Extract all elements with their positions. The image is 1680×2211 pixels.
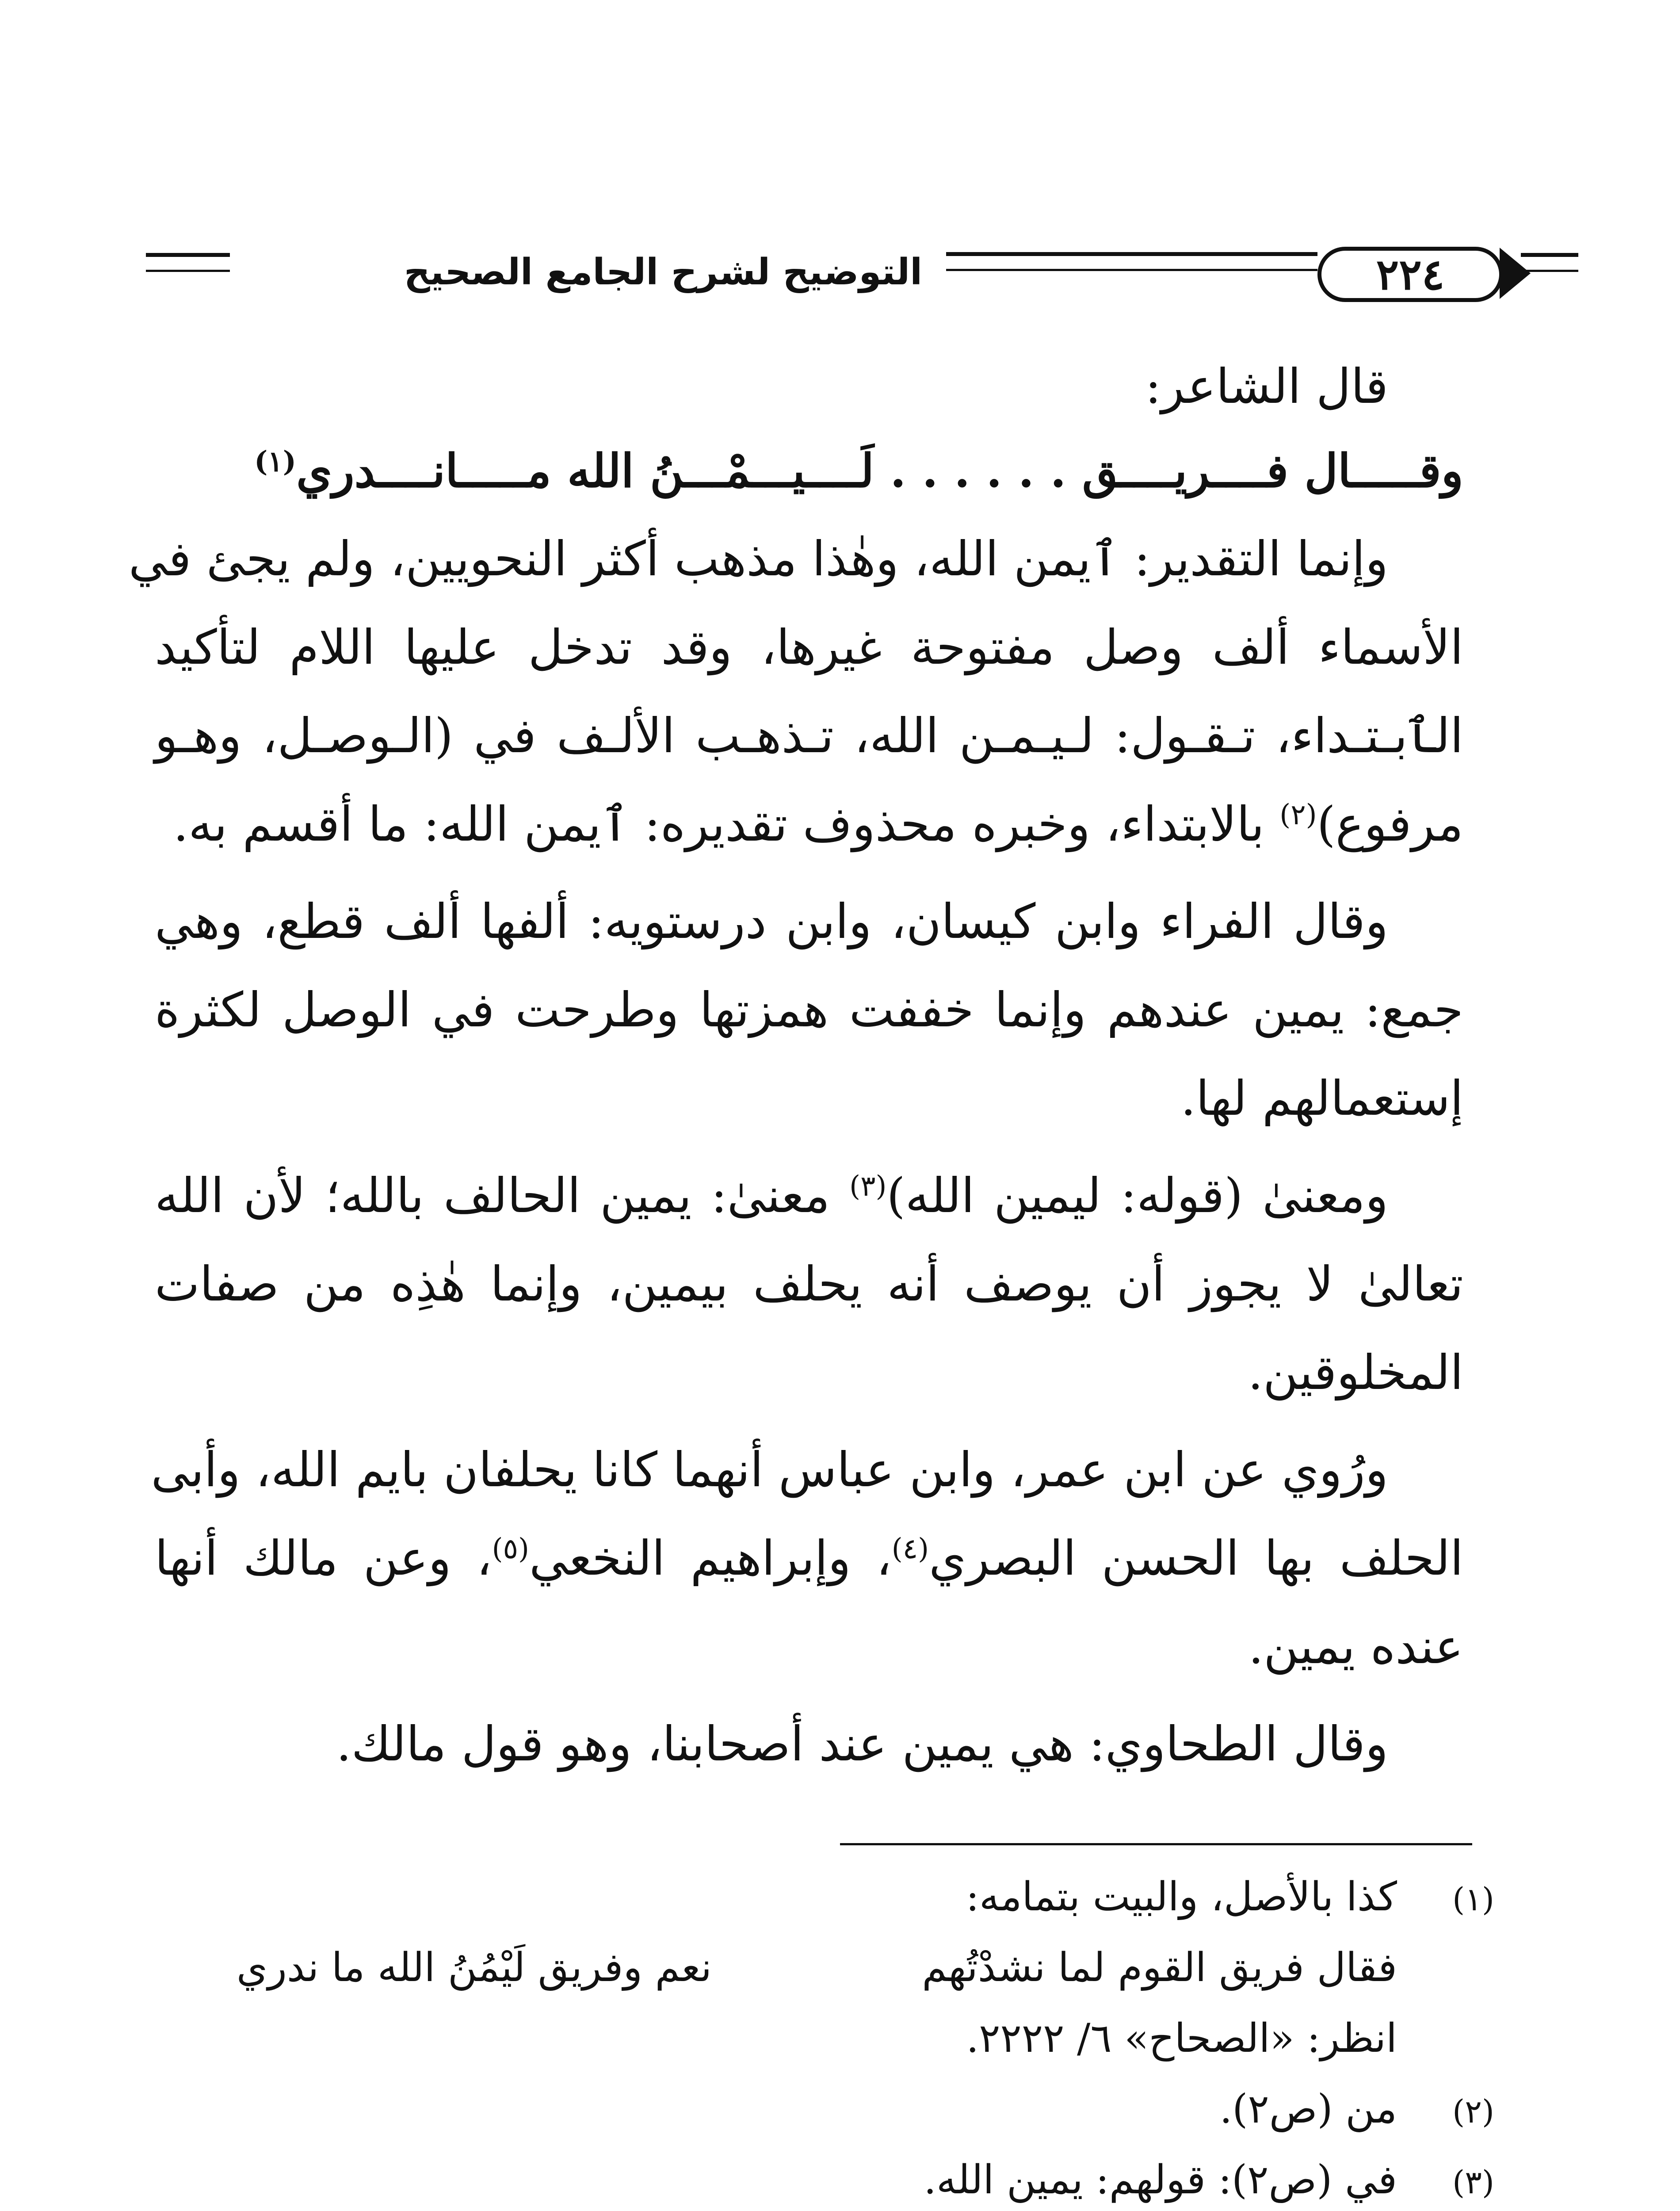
footnote-separator xyxy=(840,1843,1472,1845)
header-rule-right-bottom xyxy=(1521,270,1578,272)
header-rule-right-top xyxy=(1521,253,1578,257)
text-line xyxy=(155,1163,1388,1229)
footnote-2 xyxy=(1220,2083,1494,2138)
header-rule-mid-top xyxy=(946,252,1317,256)
text-line: وقال الفراء وابن كيسان، وابن درستويه: ألفها ألف قطع، وهي xyxy=(155,894,1388,949)
text-line: وإنما التقدير: ٱيمن الله، وهٰذا مذهب أكثر النحويين، ولم يجئ في xyxy=(128,532,1388,587)
page-number: ٢٢٤ xyxy=(1317,247,1503,302)
header-rule-left-bottom xyxy=(146,270,230,272)
text-line xyxy=(173,792,1463,858)
header-rule-mid-bottom xyxy=(946,269,1317,271)
text-line: وقال الطحاوي: هي يمين عند أصحابنا، وهو قول مالك. xyxy=(336,1717,1388,1772)
text-segment: الحلف بها الحسن البصري xyxy=(929,1531,1463,1586)
text-line: المخلوقين. xyxy=(1248,1345,1463,1400)
running-title: التوضيح لشرح الجامع الصحيح xyxy=(404,251,923,293)
text-segment: معنىٰ: يمين الحالف بالله؛ لأن الله xyxy=(155,1168,850,1224)
footnote-text: في (ص٢): قولهم: يمين الله. xyxy=(924,2157,1397,2203)
verse-line xyxy=(254,438,1463,504)
footnote-3 xyxy=(924,2154,1494,2209)
text-line: جمع: يمين عندهم وإنما خففت همزتها وطرحت في الوصل لكثرة xyxy=(155,983,1464,1038)
text-line xyxy=(155,1526,1463,1592)
text-segment: بالابتداء، وخبره محذوف تقديره: ٱيمن الله: ما أقسم به. xyxy=(173,797,1280,852)
footnote-1-verse xyxy=(186,1941,1494,1994)
footnote-marker: (٣) xyxy=(849,1170,887,1203)
verse-hemistich-1: فقال فريق القوم لما نشدْتُهم xyxy=(922,1944,1397,1991)
footnote-1 xyxy=(966,1871,1494,1926)
text-segment: مرفوع) xyxy=(1317,797,1463,852)
footnote-1-ref: انظر: «الصحاح» ٦/ ٢٢٢٢. xyxy=(966,2015,1397,2062)
page-header xyxy=(146,230,1499,314)
footnote-text: كذا بالأصل، والبيت بتمامه: xyxy=(966,1874,1397,1920)
text-segment: ، وعن مالك أنها xyxy=(155,1531,492,1586)
text-line: قال الشاعر: xyxy=(1145,359,1388,414)
footnote-marker: (٤) xyxy=(891,1533,929,1565)
text-line: ورُوي عن ابن عمر، وابن عباس أنهما كانا يحلفان بايم الله، وأبى xyxy=(151,1442,1388,1498)
verse-text: وقـــــال فــــريــــق . . . . . . لَــــيـــمْـــنُ الله مـــــانــــدري xyxy=(296,444,1463,498)
verse-hemistich-2: نعم وفريق لَيْمُنُ الله ما ندري xyxy=(236,1944,712,1991)
header-rule-left-top xyxy=(146,253,230,257)
footnote-number: (٣) xyxy=(1452,2164,1494,2201)
footnote-marker: (٥) xyxy=(492,1533,529,1565)
footnote-text: من (ص٢). xyxy=(1219,2086,1397,2132)
footnote-marker: (٢) xyxy=(1279,799,1317,831)
text-line: الٱبـتـداء، تـقـول: لـيـمـن الله، تـذهـب الألـف في (الـوصـل، وهـو xyxy=(155,708,1463,764)
footnote-number: (٢) xyxy=(1452,2093,1494,2130)
text-line: الأسماء ألف وصل مفتوحة غيرها، وقد تدخل عليها اللام لتأكيد xyxy=(155,620,1463,675)
text-segment: ومعنىٰ (قوله: ليمين الله) xyxy=(886,1168,1388,1224)
text-line: عنده يمين. xyxy=(1248,1619,1463,1675)
text-line: إستعمالهم لها. xyxy=(1180,1071,1463,1126)
text-line: تعالىٰ لا يجوز أن يوصف أنه يحلف بيمين، وإنما هٰذِه من صفات xyxy=(155,1257,1463,1312)
footnote-number: (١) xyxy=(1452,1881,1494,1918)
text-segment: ، وإبراهيم النخعي xyxy=(529,1531,892,1586)
footnote-marker: (١) xyxy=(254,445,297,478)
